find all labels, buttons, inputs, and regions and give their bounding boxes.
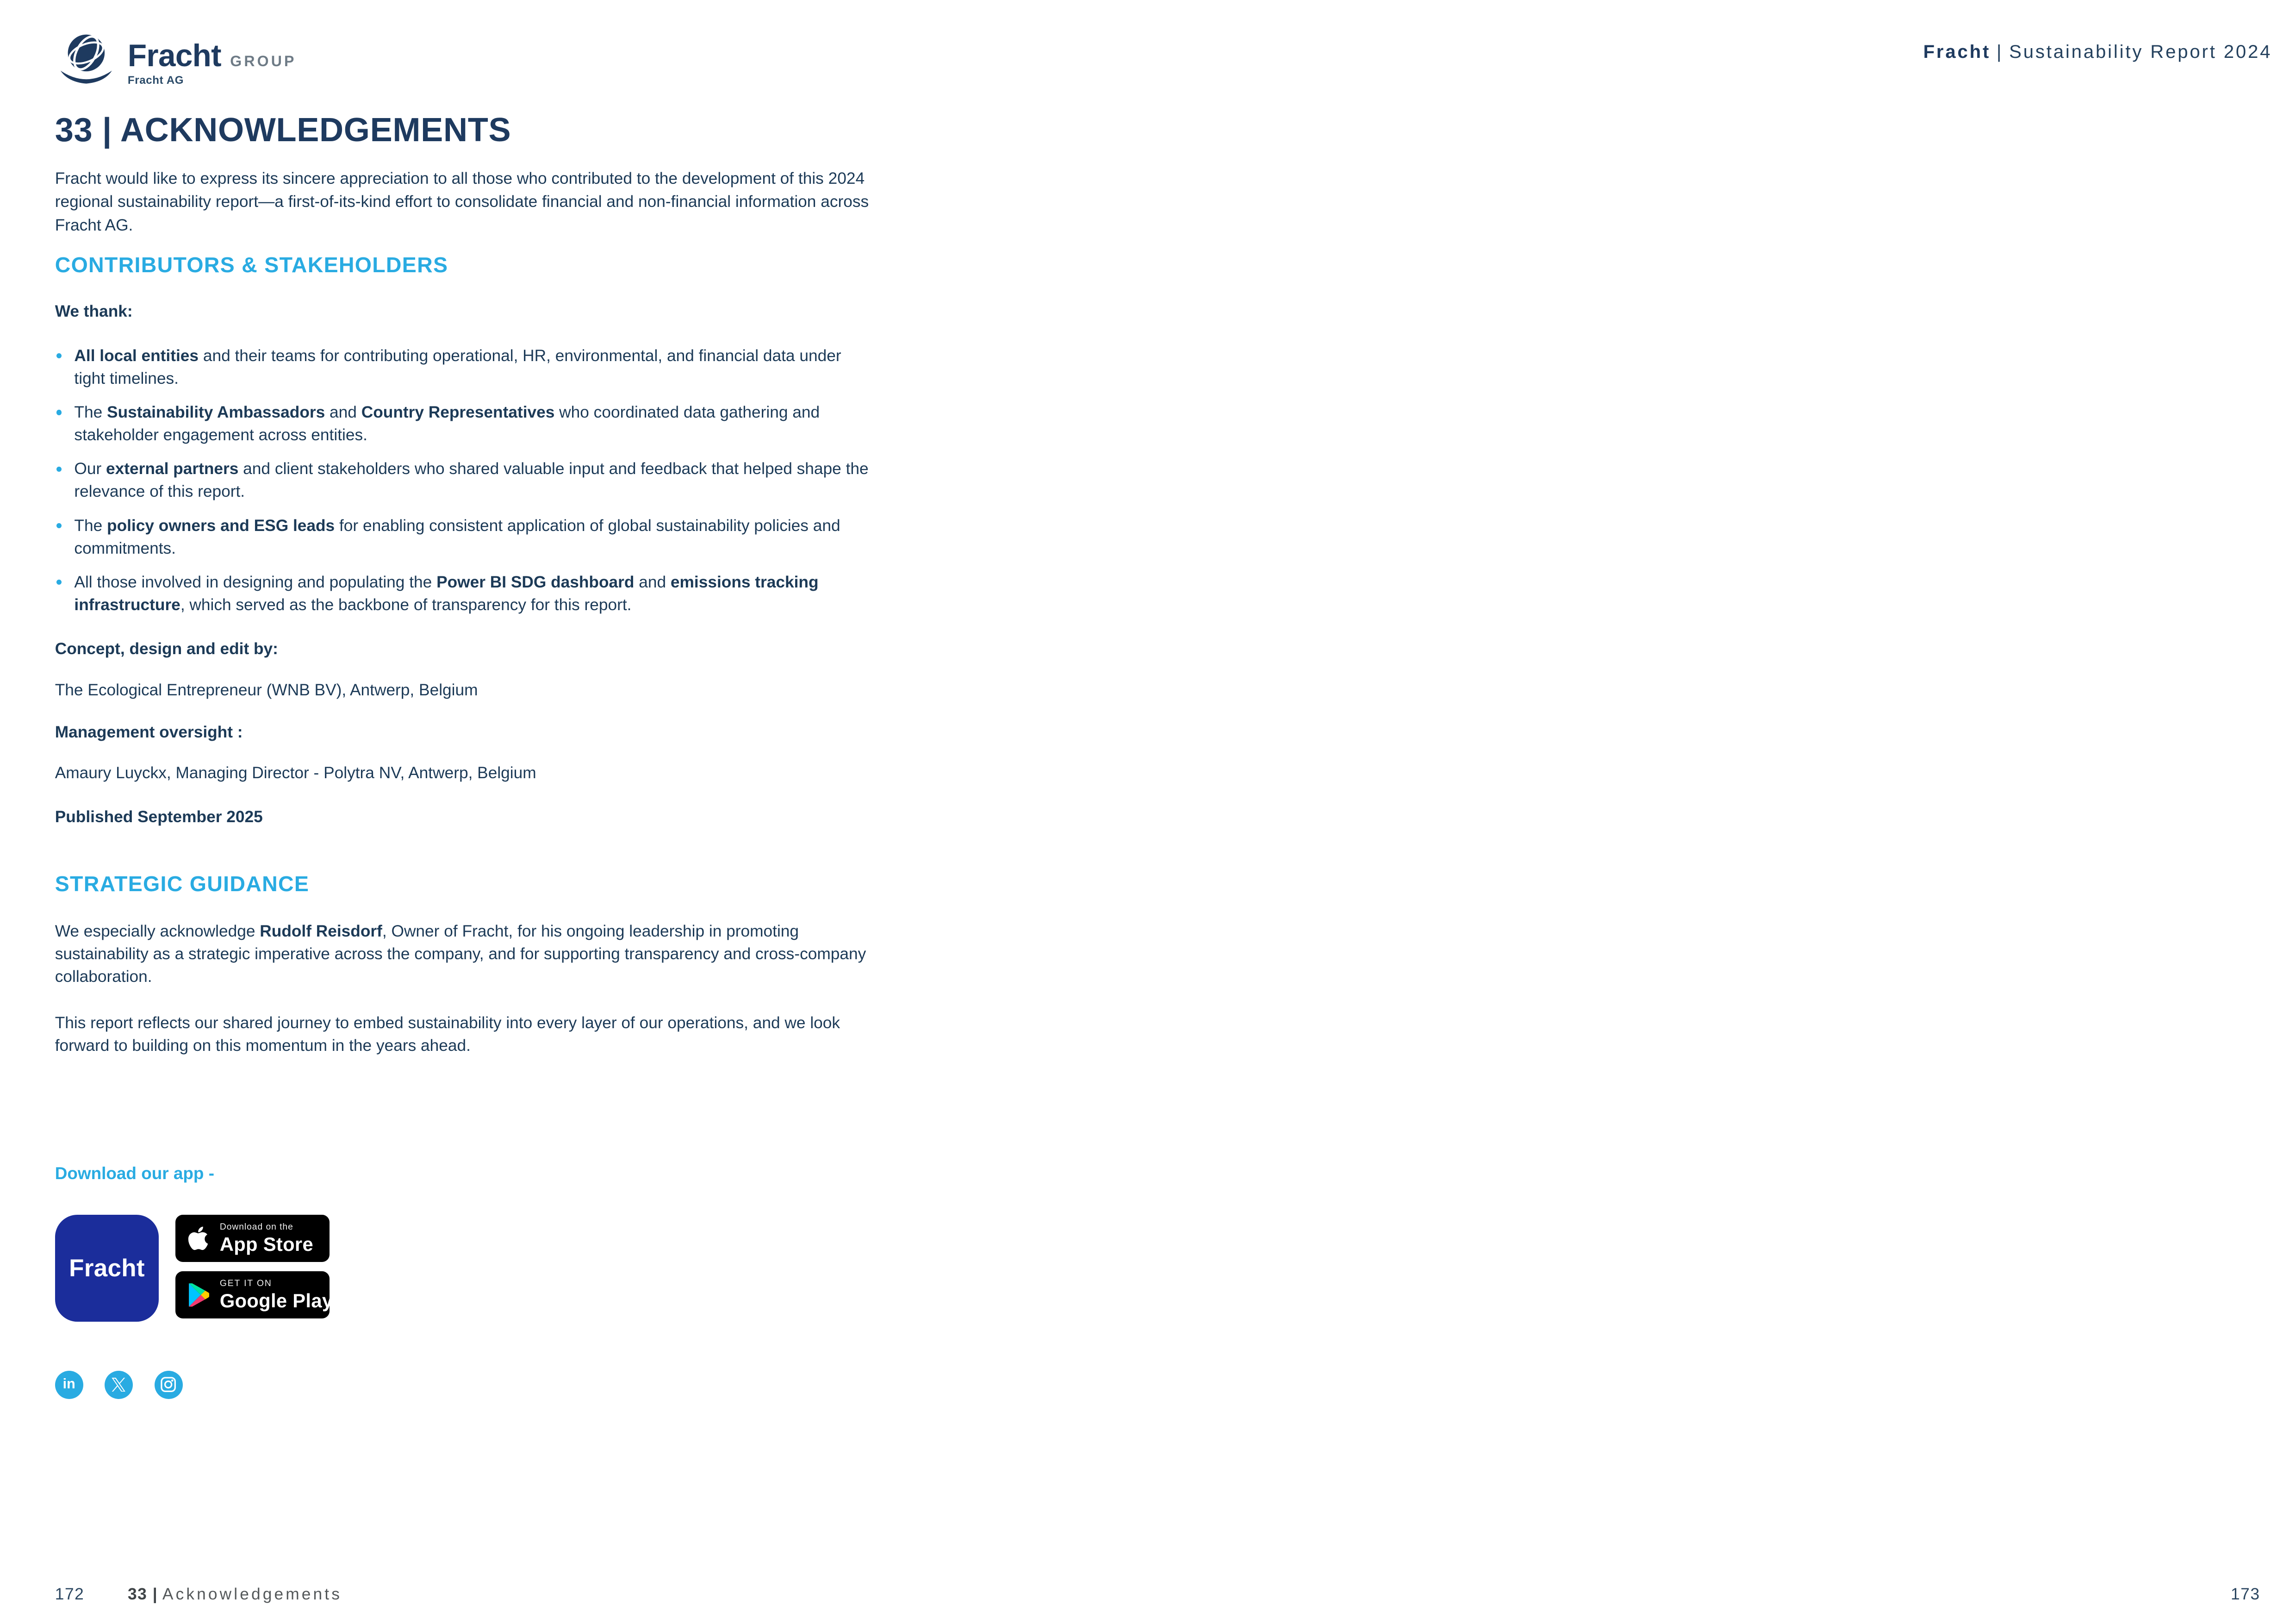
app-links-row [55, 1215, 875, 1322]
list-item: All those involved in designing and populating the Power BI SDG dashboard and emissions tracking infrastructure, which served as the backbone of transparency for this report. [55, 571, 875, 616]
google-play-icon [187, 1282, 209, 1308]
chapter-label: 33 | Acknowledgements [127, 1585, 342, 1603]
concept-value: The Ecological Entrepreneur (WNB BV), Antwerp, Belgium [55, 681, 478, 699]
linkedin-icon[interactable]: in [55, 1371, 83, 1399]
strategic-paragraph-2: This report reflects our shared journey to embed sustainability into every layer of our operations, and we look forward to building on this momentum in the years ahead. [55, 1014, 840, 1055]
fracht-globe-icon [55, 31, 118, 90]
app-store-label: App Store [219, 1233, 313, 1255]
fracht-app-icon[interactable]: Fracht [55, 1215, 159, 1322]
header-report-title: Sustainability Report 2024 [2009, 41, 2272, 62]
google-play-badge[interactable] [175, 1271, 333, 1319]
google-play-tagline: GET IT ON [219, 1279, 272, 1289]
list-item: All local entities and their teams for contributing operational, HR, environmental, and financial data under tight timelines. [55, 344, 875, 390]
oversight-label: Management oversight : [55, 723, 243, 741]
published-line: Published September 2025 [55, 807, 263, 826]
fracht-group-logo [55, 31, 297, 90]
page-title: 33 | ACKNOWLEDGEMENTS [55, 111, 511, 149]
main-content [55, 113, 875, 1399]
header-brand: Fracht [1923, 41, 1991, 62]
google-play-label: Google Play [219, 1289, 333, 1312]
apple-icon [187, 1225, 209, 1252]
strategic-heading: STRATEGIC GUIDANCE [55, 872, 310, 896]
running-header [1923, 42, 2272, 62]
app-store-badge[interactable] [175, 1215, 330, 1262]
app-store-tagline: Download on the [219, 1222, 293, 1232]
logo-brand-text: Fracht [127, 38, 221, 73]
oversight-value: Amaury Luyckx, Managing Director - Polytra NV, Antwerp, Belgium [55, 763, 536, 782]
contributors-heading: CONTRIBUTORS & STAKEHOLDERS [55, 252, 448, 277]
download-app-heading: Download our app - [55, 1164, 215, 1183]
concept-label: Concept, design and edit by: [55, 640, 278, 658]
page-number-left: 172 [55, 1585, 85, 1603]
logo-subtitle: Fracht AG [127, 74, 184, 87]
logo-group-text: GROUP [230, 52, 297, 69]
we-thank-label: We thank: [55, 302, 133, 320]
list-item: Our external partners and client stakeholders who shared valuable input and feedback that helped shape the relevance of this report. [55, 457, 875, 503]
thanks-list [55, 344, 875, 616]
strategic-paragraph-1: We especially acknowledge Rudolf Reisdorf, Owner of Fracht, for his ongoing leadership in promoting sustainability as a strategic imperative across the company, and for supporting transparency and cross-company collaboration. [55, 922, 866, 986]
list-item: The policy owners and ESG leads for enabling consistent application of global sustainability policies and commitments. [55, 514, 875, 560]
page-footer [0, 1585, 2296, 1606]
intro-paragraph: Fracht would like to express its sincere appreciation to all those who contributed to the development of this 2024 regional sustainability report—a first-of-its-kind effort to consolidate financial and non-financial information across Fracht AG. [55, 169, 869, 234]
x-icon[interactable] [105, 1371, 133, 1399]
instagram-icon[interactable] [155, 1371, 183, 1399]
list-item: The Sustainability Ambassadors and Country Representatives who coordinated data gathering and stakeholder engagement across entities. [55, 401, 875, 446]
social-links [55, 1371, 875, 1399]
header-separator: | [1997, 41, 2004, 62]
page-number-right: 173 [2230, 1585, 2260, 1603]
